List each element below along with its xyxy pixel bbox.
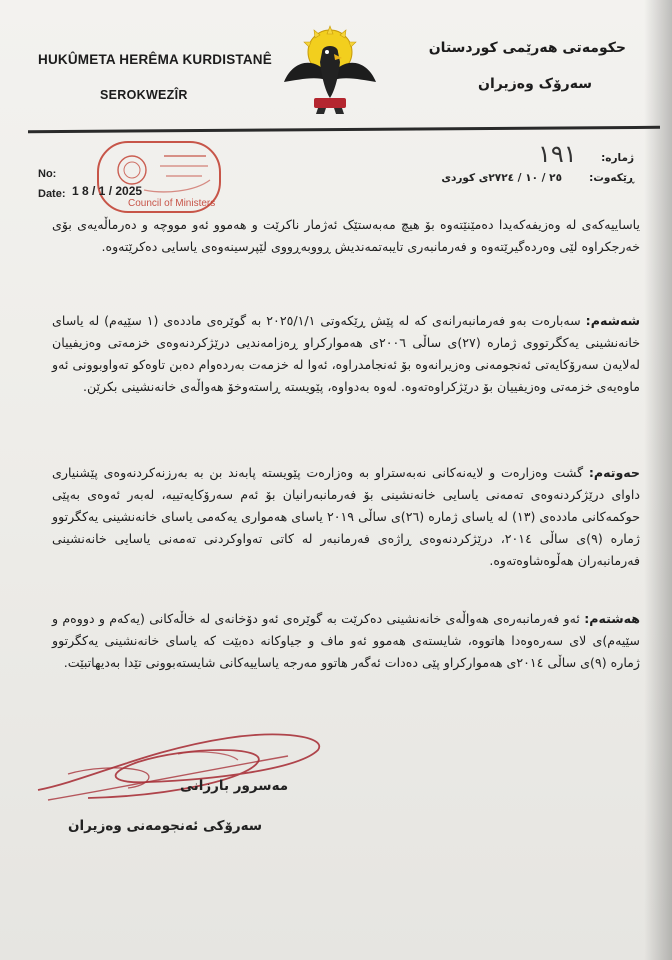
- header-kurdish-prime-minister: سەرۆک وەزیران: [478, 76, 592, 92]
- kurdistan-eagle-emblem-icon: [280, 22, 380, 118]
- seventh-text: گشت وەزارەت و لایەنەکانی نەبەستراو بە وەزارەت پێویستە پابەند بن بە بەرزنەکردنەوەی پێشنیاری داوای درێژکردنەوەی تەمەنی یاسایی خانەنشینی بۆ فەرمانبەرانیان بۆ ئەم سەرۆکایەتییە، لەبەر ئەوەی بەپێی حوکمەکانی ماددەی (١٣) لە یاسای ژمارە (٢٦)ی ساڵی ٢٠١٩ یاسای هەمواری یەکەمی یاسای خانەنشینی یەکگرتوو ژمارە (٩)ی ساڵی ٢٠١٤، درێژکردنەوەی ڕاژەی فەرمانبەر لە کاتی تەواوکردنی تەمەنی یاسایی خانەنشینی فەرمانبەران هەڵوەشاوەتەوە.: [52, 465, 640, 568]
- body-paragraph-intro: یاساییەکەی لە وەزیفەکەیدا دەمێنێتەوە بۆ هیچ مەبەستێک ئەژمار ناکرێت و هەموو ئەو مووچە و دەرماڵەیەی بۆی خەرجکراوە لێی وەردەگیرێتەوە و فەرمانبەری تایبەتمەندیش ڕووبەڕووی لێپرسینەوەی یاسایی دەکرێتەوە.: [52, 217, 640, 254]
- header-divider: [28, 126, 660, 133]
- date-label: Date:: [38, 188, 66, 200]
- sixth-text: سەبارەت بەو فەرمانبەرانەی کە لە پێش ڕێکەوتی ٢٠٢٥/١/١ بە گوێرەی ماددەی (١ سێیەم) لە یاسای خانەنشینی یەکگرتووی ژمارە (٢٧)ی ساڵی ٢٠٠٦ی هەموارکراو ڕەزامەندیی درێژکردنەوەی خزمەتی وەزیفییان لەلایەن سەرۆکایەتی ئەنجومەنی وەزیرانەوە بۆ ئەنجامدراوە، ئەوا لە خزمەت بەردەوام دەبن تاوەکو تەواوبوونی ئەو ماوەیەی خزمەتی وەزیفییان بۆ درێژکراوەتەوە. لەوە بەدواوە، پێویستە ڕاستەوخۆ هەواڵەی خانەنشینی بکرێن.: [52, 313, 640, 394]
- signatory-title: سەرۆکی ئەنجومەنی وەزیران: [68, 818, 263, 834]
- reference-date-value: ٢٥ / ١٠ / ٢٧٢٤ی کوردی: [441, 172, 562, 184]
- handwritten-signature: [28, 710, 348, 820]
- seventh-heading: حەوتەم:: [588, 465, 640, 480]
- eighth-heading: هەشتەم:: [584, 611, 640, 626]
- reference-date-label: ڕێکەوت:: [589, 172, 634, 184]
- reference-number-label: ژمارە:: [601, 152, 634, 164]
- number-label: No:: [38, 168, 57, 180]
- header-latin-government: HUKÛMETA HERÊMA KURDISTANÊ: [38, 52, 272, 67]
- page-shadow: [644, 0, 672, 960]
- body-paragraph-sixth: [52, 310, 640, 398]
- header-kurdish-government: حکومەتی هەرێمی کوردستان: [428, 40, 626, 56]
- stamp-text: Council of Ministers: [128, 198, 216, 209]
- eighth-text: ئەو فەرمانبەرەی هەواڵەی خانەنشینی دەکرێت بە گوێرەی ئەو دۆخانەی لە خاڵەکانی (یەکەم و دووەم و سێیەم)ی لای سەرەوەدا هاتووە، شایستەی هەموو ئەو ماف و جیاوکانە دەبێت کە یاسای خانەنشینی یەکگرتوو ژمارە (٩)ی ساڵی ٢٠١٤ی هەموارکراو پێی دەدات ئەگەر هاتوو مەرجە یاساییەکانی شایستەبوونی تێدا بەدیهاتبێت.: [52, 611, 640, 670]
- sixth-heading: شەشەم:: [585, 313, 640, 328]
- signatory-name: مەسرور بارزانی: [180, 778, 289, 794]
- body-paragraph-eighth: [52, 608, 640, 674]
- header-latin-prime-minister: SEROKWEZÎR: [100, 88, 188, 102]
- reference-number-value: ١٩١: [538, 140, 577, 168]
- date-value: 1 8 / 1 / 2025: [72, 184, 143, 198]
- council-stamp: [84, 136, 226, 218]
- body-paragraph-seventh: [52, 462, 640, 572]
